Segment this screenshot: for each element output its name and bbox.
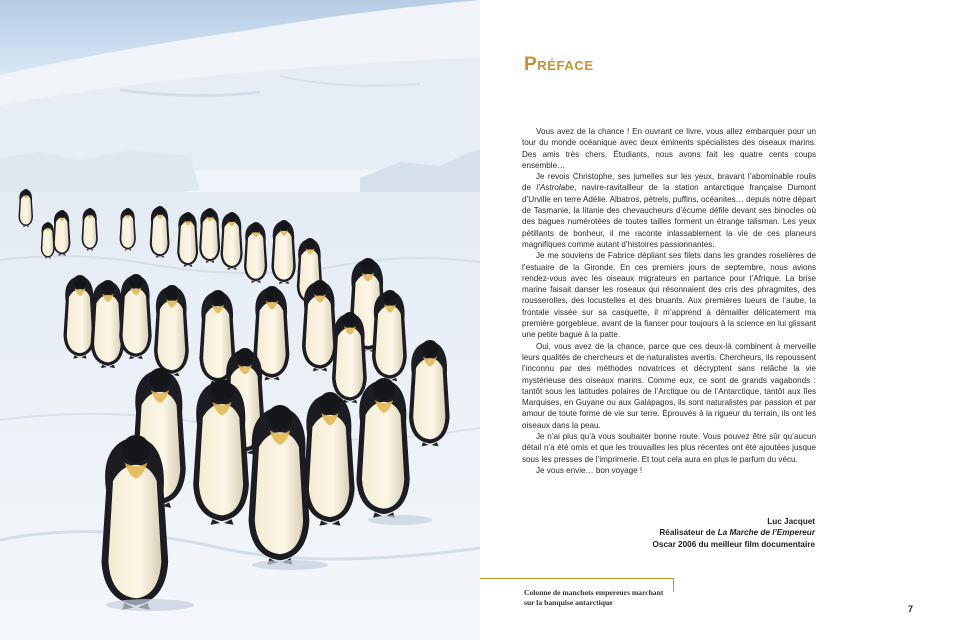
film-title: La Marche de l’Empereur <box>717 528 815 538</box>
preface-page <box>480 0 960 640</box>
paragraph-2-end: , navire-ravitailleur de la station antarctique française Dumont d’Urville en terre Adélie. Albatros, pétrels, puffins, océanites… depuis notre départ de Tasmanie, la litanie des chevaucheurs d’écume défile devant ses binocles où des bagues numérotées de toutes tailles forment un étrange talisman. Les yeux pétillants de bonheur, il me raconte inlassablement la vie de ces planeurs magnifiques comme autant d’histoires passionnantes. <box>522 183 816 249</box>
paragraph-2 <box>522 171 816 250</box>
paragraph-6: Je vous envie… bon voyage ! <box>536 465 643 475</box>
author-award: Oscar 2006 du meilleur film documentaire <box>652 539 815 549</box>
author-name: Luc Jacquet <box>767 517 815 526</box>
author-role-prefix: Réalisateur de <box>659 528 718 538</box>
page-number: 7 <box>908 604 914 614</box>
signature-block <box>653 516 815 550</box>
preface-body <box>522 126 816 476</box>
ship-name: l’Astrolabe <box>536 183 575 193</box>
author-role <box>653 527 815 538</box>
page-title: Préface <box>524 54 594 75</box>
paragraph-1: Vous avez de la chance ! En ouvrant ce livre, vous allez embarquer pour un tour du monde océanique avec deux éminents spécialistes des oiseaux marins. Des amis très chers. Étudiants, nous avons fait les quatre cents coups ensemble… <box>522 127 816 170</box>
photo-caption: Colonne de manchots empereurs marchant sur la banquise antarctique <box>524 588 664 607</box>
paragraph-5: Je n’ai plus qu’à vous souhaiter bonne route. Vous pouvez être sûr qu’aucun détail n’a été omis et que les trouvailles les plus récentes ont été ajoutées jusque sous les presses de l’imprimerie. Et tout cela aura en plus le parfum du vécu. <box>522 432 816 464</box>
paragraph-4: Oui, vous avez de la chance, parce que ces deux-là combinent à merveille leurs qualités de chercheurs et de naturalistes avertis. Chercheurs, ils repoussent l’inconnu par des méthodes novatrices et décryptent sans relâche la vie mystérieuse des oiseaux marins. Comme eux, ce sont de grands vagabonds : tantôt sous les latitudes polaires de l’Arctique ou de l’Antarctique, tantôt aux îles Marquises, en Guyane ou aux Galápagos, ils sont naturalistes par passion et par amour de toute forme de vie sur terre. Éprouvés à la rigueur du terrain, ils ont les oiseaux dans la peau. <box>522 341 816 430</box>
paragraph-2-start: Je revois Christophe, ses jumelles sur les yeux, bravant l’abominable roulis de <box>522 172 816 193</box>
paragraph-3: Je me souviens de Fabrice dépliant ses filets dans les grandes roselières de l’estuaire de la Gironde. En ces premiers jours de septembre, nous avions rendez-vous avec les oiseaux migrateurs en partance pour l’Afrique. La brise marine faisait danser les roseaux qui résonnaient des cris des phragmites, des rousserolles, des locustelles et des bruants. Aux premières lueurs de l’aube, la frontale vissée sur sa casquette, il m’apprend à démailler délicatement ma première gorgebleue, avant de la fiancer pour toujours à la science en lui glissant une petite bague à la patte. <box>522 251 816 340</box>
caption-rule <box>480 578 674 579</box>
